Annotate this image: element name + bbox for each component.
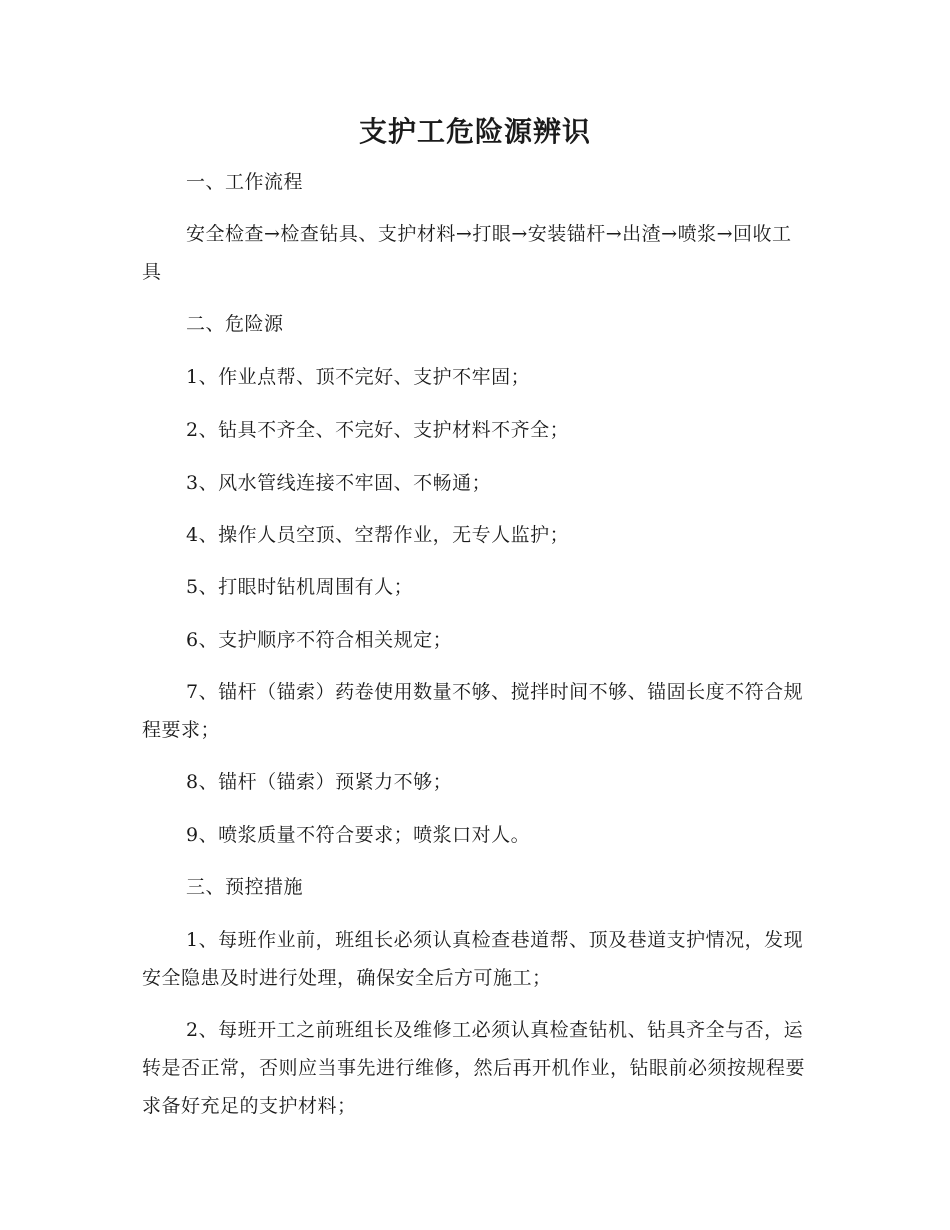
workflow-content: 安全检查→检查钻具、支护材料→打眼→安装锚杆→出渣→喷浆→回收工具: [142, 223, 792, 283]
hazard-item: 3、风水管线连接不牢固、不畅通；: [186, 472, 492, 494]
measure-item: 1、每班作业前，班组长必须认真检查巷道帮、顶及巷道支护情况，发现安全隐患及时进行处理，确保安全后方可施工；: [142, 929, 804, 989]
measure-item: 2、每班开工之前班组长及维修工必须认真检查钻机、钻具齐全与否，运转是否正常，否则应当事先进行维修，然后再开机作业，钻眼前必须按规程要求备好充足的支护材料；: [142, 1019, 806, 1117]
hazard-item: 4、操作人员空顶、空帮作业，无专人监护；: [186, 524, 570, 546]
hazard-item: 9、喷浆质量不符合要求；喷浆口对人。: [186, 824, 531, 846]
document-title: 支护工危险源辨识: [358, 115, 591, 148]
hazard-item: 7、锚杆（锚索）药卷使用数量不够、搅拌时间不够、锚固长度不符合规程要求；: [142, 681, 804, 741]
hazard-item: 5、打眼时钻机周围有人；: [186, 576, 414, 598]
section-heading-workflow: 一、工作流程: [186, 171, 304, 193]
hazard-item: 8、锚杆（锚索）预紧力不够；: [186, 771, 453, 793]
hazard-item: 1、作业点帮、顶不完好、支护不牢固；: [186, 366, 531, 388]
hazard-item: 6、支护顺序不符合相关规定；: [186, 629, 453, 651]
section-heading-hazards: 二、危险源: [186, 313, 284, 335]
hazard-item: 2、钻具不齐全、不完好、支护材料不齐全；: [186, 419, 570, 441]
section-heading-measures: 三、预控措施: [186, 876, 304, 898]
